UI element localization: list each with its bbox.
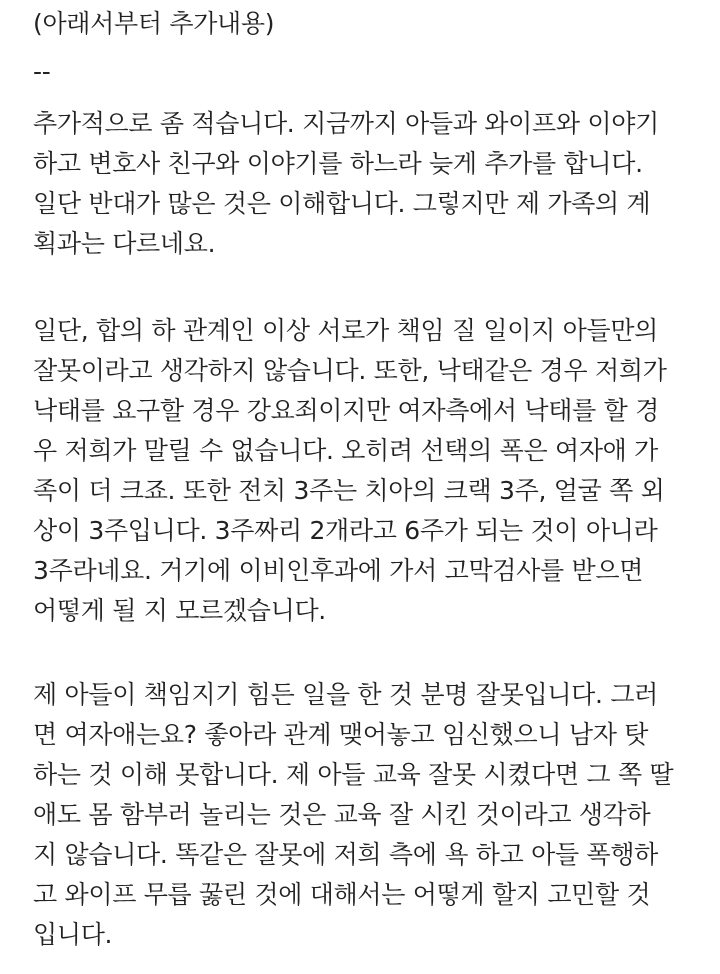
paragraph-line: 우 저희가 말릴 수 없습니다. 오히려 선택의 폭은 여자애 가 [33, 436, 659, 465]
paragraph-line: 고 와이프 무릅 꿇린 것에 대해서는 어떻게 할지 고민할 것 [33, 880, 651, 909]
paragraph-line: 일단, 합의 하 관계인 이상 서로가 책임 질 일이지 아들만의 [33, 316, 659, 345]
paragraph-line: 면 여자애는요? 좋아라 관계 맺어놓고 임신했으니 남자 탓 [33, 720, 649, 749]
paragraph-line: 족이 더 크죠. 또한 전치 3주는 치아의 크랙 3주, 얼굴 쪽 외 [33, 476, 665, 505]
paragraph-line: 획과는 다르네요. [33, 229, 216, 258]
paragraph-line: 지 않습니다. 똑같은 잘못에 저희 측에 욕 하고 아들 폭행하 [33, 840, 659, 869]
paragraph-3 [33, 675, 673, 955]
paragraph-line: 낙태를 요구할 경우 강요죄이지만 여자측에서 낙태를 할 경 [33, 396, 659, 425]
paragraph-line: 일단 반대가 많은 것은 이해합니다. 그렇지만 제 가족의 계 [33, 189, 651, 218]
paragraph-2 [33, 311, 667, 631]
paragraph-line: 상이 3주입니다. 3주짜리 2개라고 6주가 되는 것이 아니라 [33, 516, 658, 545]
paragraph-line: 하는 것 이해 못합니다. 제 아들 교육 잘못 시켰다면 그 쪽 딸 [33, 760, 674, 789]
paragraph-line: 하고 변호사 친구와 이야기를 하느라 늦게 추가를 합니다. [33, 149, 643, 178]
paragraph-line: 입니다. [33, 920, 113, 949]
paragraph-line: 어떻게 될 지 모르겠습니다. [33, 596, 326, 625]
paragraph-line: 추가적으로 좀 적습니다. 지금까지 아들과 와이프와 이야기 [33, 109, 659, 138]
paragraph-line: 잘못이라고 생각하지 않습니다. 또한, 낙태같은 경우 저희가 [33, 356, 667, 385]
divider-text: -- [33, 57, 51, 86]
paragraph-1 [33, 104, 659, 264]
paragraph-line: 3주라네요. 거기에 이비인후과에 가서 고막검사를 받으면 [33, 556, 644, 585]
paragraph-line: 애도 몸 함부러 놀리는 것은 교육 잘 시킨 것이라고 생각하 [33, 800, 651, 829]
post-header: (아래서부터 추가내용) [33, 9, 275, 38]
paragraph-line: 제 아들이 책임지기 힘든 일을 한 것 분명 잘못입니다. 그러 [33, 680, 659, 709]
